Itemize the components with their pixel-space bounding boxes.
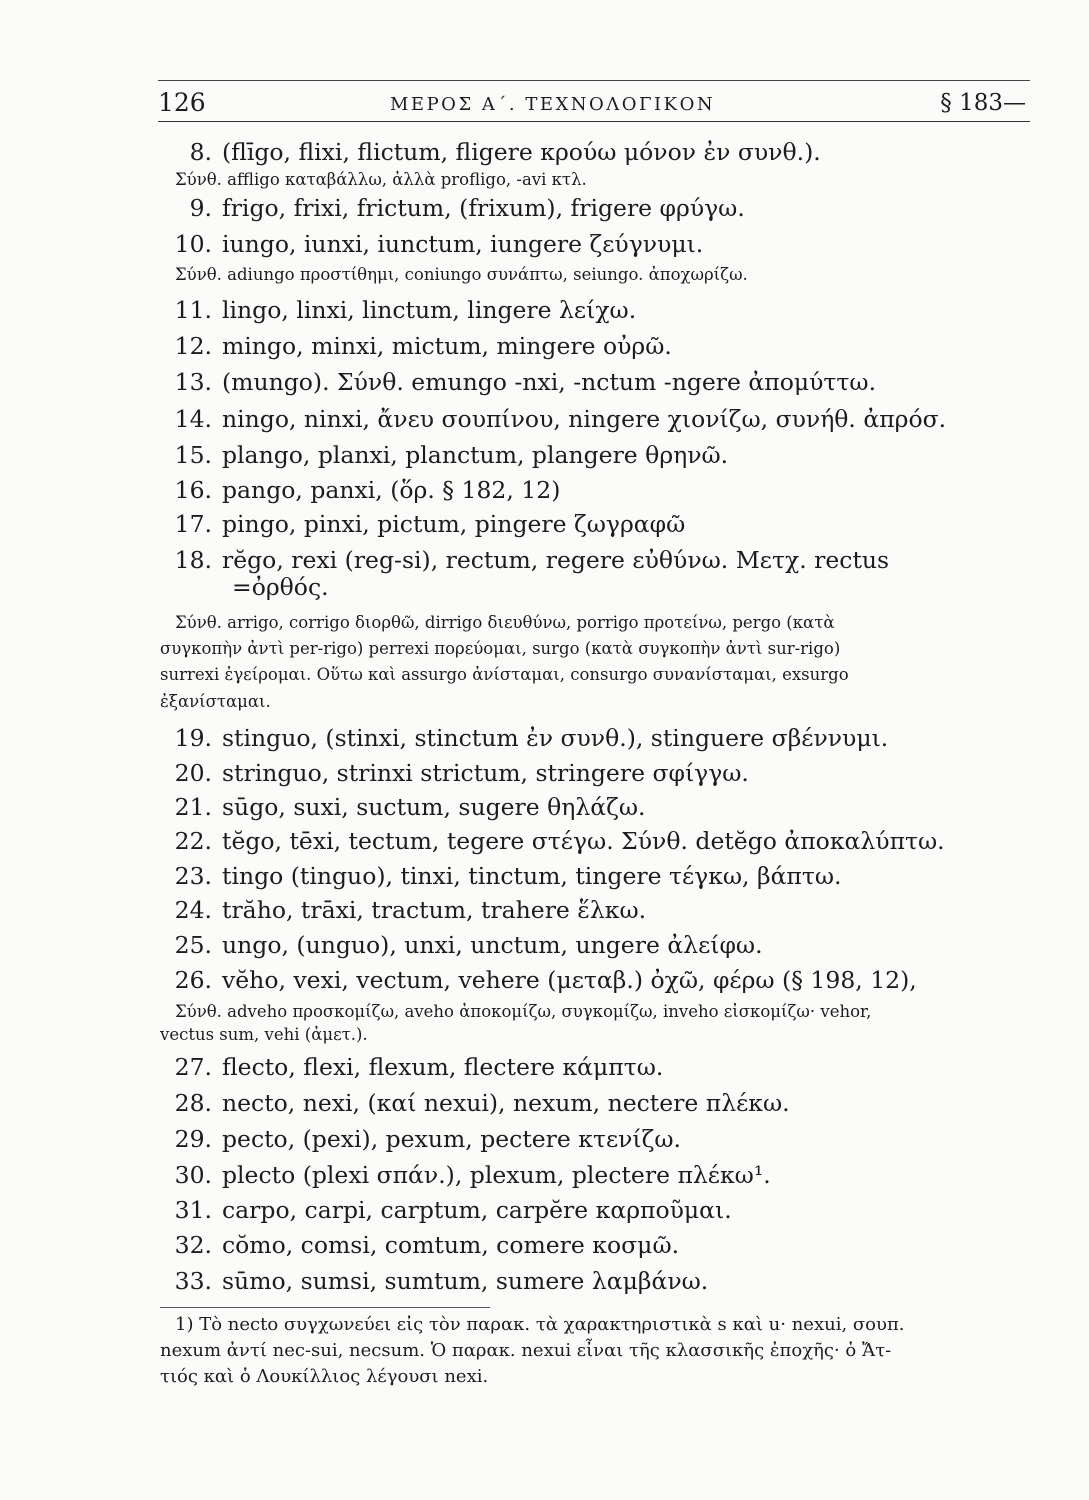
footnote-line: nexum ἀντί nec-sui, necsum. Ὁ παρακ. nexui εἶναι τῆς κλασσικῆς ἐποχῆς· ὁ Ἄτ- xyxy=(160,1340,892,1361)
entry-line: 12. mingo, minxi, mictum, mingere οὐρῶ. xyxy=(174,332,672,360)
compound-note: vectus sum, vehi (ἀμετ.). xyxy=(160,1025,368,1044)
entry-line: 21. sūgo, suxi, suctum, sugere θηλάζω. xyxy=(174,793,646,821)
entry-line: 20. stringuo, strinxi strictum, stringere σφίγγω. xyxy=(174,759,749,787)
entry-line: 17. pingo, pinxi, pictum, pingere ζωγραφῶ xyxy=(174,510,686,538)
entry-line: 29. pecto, (pexi), pexum, pectere κτενίζω. xyxy=(174,1125,682,1153)
compound-note: Σύνθ. affligo καταβάλλω, ἀλλὰ profligo, -avi κτλ. xyxy=(175,170,587,189)
section-marker: § 183— xyxy=(940,90,1026,116)
entry-line: 14. ningo, ninxi, ἄνευ σουπίνου, ningere χιονίζω, συνήθ. ἀπρόσ. xyxy=(174,405,947,433)
header-top-rule xyxy=(158,80,1030,81)
entry-line: 30. plecto (plexi σπάν.), plexum, plectere πλέκω¹. xyxy=(174,1161,771,1189)
entry-line: 19. stinguo, (stinxi, stinctum ἐν συνθ.), stinguere σβέννυμι. xyxy=(174,724,889,752)
entry-line: 8. (flīgo, flixi, flictum, fligere κρούω μόνον ἐν συνθ.). xyxy=(189,138,821,166)
entry-line: 16. pango, panxi, (ὅρ. § 182, 12) xyxy=(174,476,561,504)
compound-note: surrexi ἐγείρομαι. Οὕτω καὶ assurgo ἀνίσταμαι, consurgo συνανίσταμαι, exsurgo xyxy=(160,665,849,684)
entry-line: 9. frigo, frixi, frictum, (frixum), frigere φρύγω. xyxy=(189,194,745,222)
compound-note: Σύνθ. adiungo προστίθημι, coniungo συνάπτω, seiungo. ἀποχωρίζω. xyxy=(175,265,748,284)
entry-line: 11. lingo, linxi, linctum, lingere λείχω. xyxy=(174,296,637,324)
entry-line: 23. tingo (tinguo), tinxi, tinctum, tingere τέγκω, βάπτω. xyxy=(174,862,842,890)
footnote-line: 1) Τὸ necto συγχωνεύει εἰς τὸν παρακ. τὰ χαρακτηριστικὰ s καὶ u· nexui, σουπ. xyxy=(175,1314,905,1335)
header-bottom-rule xyxy=(158,121,1030,122)
entry-line: 13. (mungo). Σύνθ. emungo -nxi, -nctum -ngere ἀπομύττω. xyxy=(174,368,877,396)
entry-line: 10. iungo, iunxi, iunctum, iungere ζεύγνυμι. xyxy=(174,230,704,258)
footnote-rule xyxy=(160,1307,490,1308)
running-title: ΜΕΡΟΣ Α΄. ΤΕΧΝΟΛΟΓΙΚΟΝ xyxy=(390,94,716,115)
entry-line: 25. ungo, (unguo), unxi, unctum, ungere ἀλείφω. xyxy=(174,931,763,959)
entry-continuation: =ὀρθός. xyxy=(232,573,329,601)
entry-line: 18. rĕgo, rexi (reg-si), rectum, regere εὐθύνω. Μετχ. rectus xyxy=(174,546,890,574)
compound-note: ἐξανίσταμαι. xyxy=(160,692,271,711)
entry-line: 22. tĕgo, tēxi, tectum, tegere στέγω. Σύνθ. detĕgo ἀποκαλύπτω. xyxy=(174,827,945,855)
page-number: 126 xyxy=(158,88,206,117)
entry-line: 27. flecto, flexi, flexum, flectere κάμπτω. xyxy=(174,1053,664,1081)
entry-line: 15. plango, planxi, planctum, plangere θρηνῶ. xyxy=(174,441,729,469)
entry-line: 33. sūmo, sumsi, sumtum, sumere λαμβάνω. xyxy=(174,1267,709,1295)
entry-line: 24. trăho, trāxi, tractum, trahere ἕλκω. xyxy=(174,896,647,924)
running-header xyxy=(158,84,1030,124)
compound-note: Σύνθ. arrigo, corrigo διορθῶ, dirrigo διευθύνω, porrigo προτείνω, pergo (κατὰ xyxy=(175,613,835,632)
entry-line: 28. necto, nexi, (καί nexui), nexum, nectere πλέκω. xyxy=(174,1089,790,1117)
entry-line: 31. carpo, carpi, carptum, carpĕre καρποῦμαι. xyxy=(174,1196,732,1224)
entry-line: 32. cŏmo, comsi, comtum, comere κοσμῶ. xyxy=(174,1231,680,1259)
compound-note: συγκοπὴν ἀντὶ per-rigo) perrexi πορεύομαι, surgo (κατὰ συγκοπὴν ἀντὶ sur-rigo) xyxy=(160,639,841,658)
compound-note: Σύνθ. adveho προσκομίζω, aveho ἀποκομίζω, συγκομίζω, inveho εἰσκομίζω· vehor, xyxy=(175,1002,872,1021)
entry-line: 26. vĕho, vexi, vectum, vehere (μεταβ.) ὀχῶ, φέρω (§ 198, 12), xyxy=(174,966,917,994)
footnote-line: τιός καὶ ὁ Λουκίλλιος λέγουσι nexi. xyxy=(160,1366,489,1387)
